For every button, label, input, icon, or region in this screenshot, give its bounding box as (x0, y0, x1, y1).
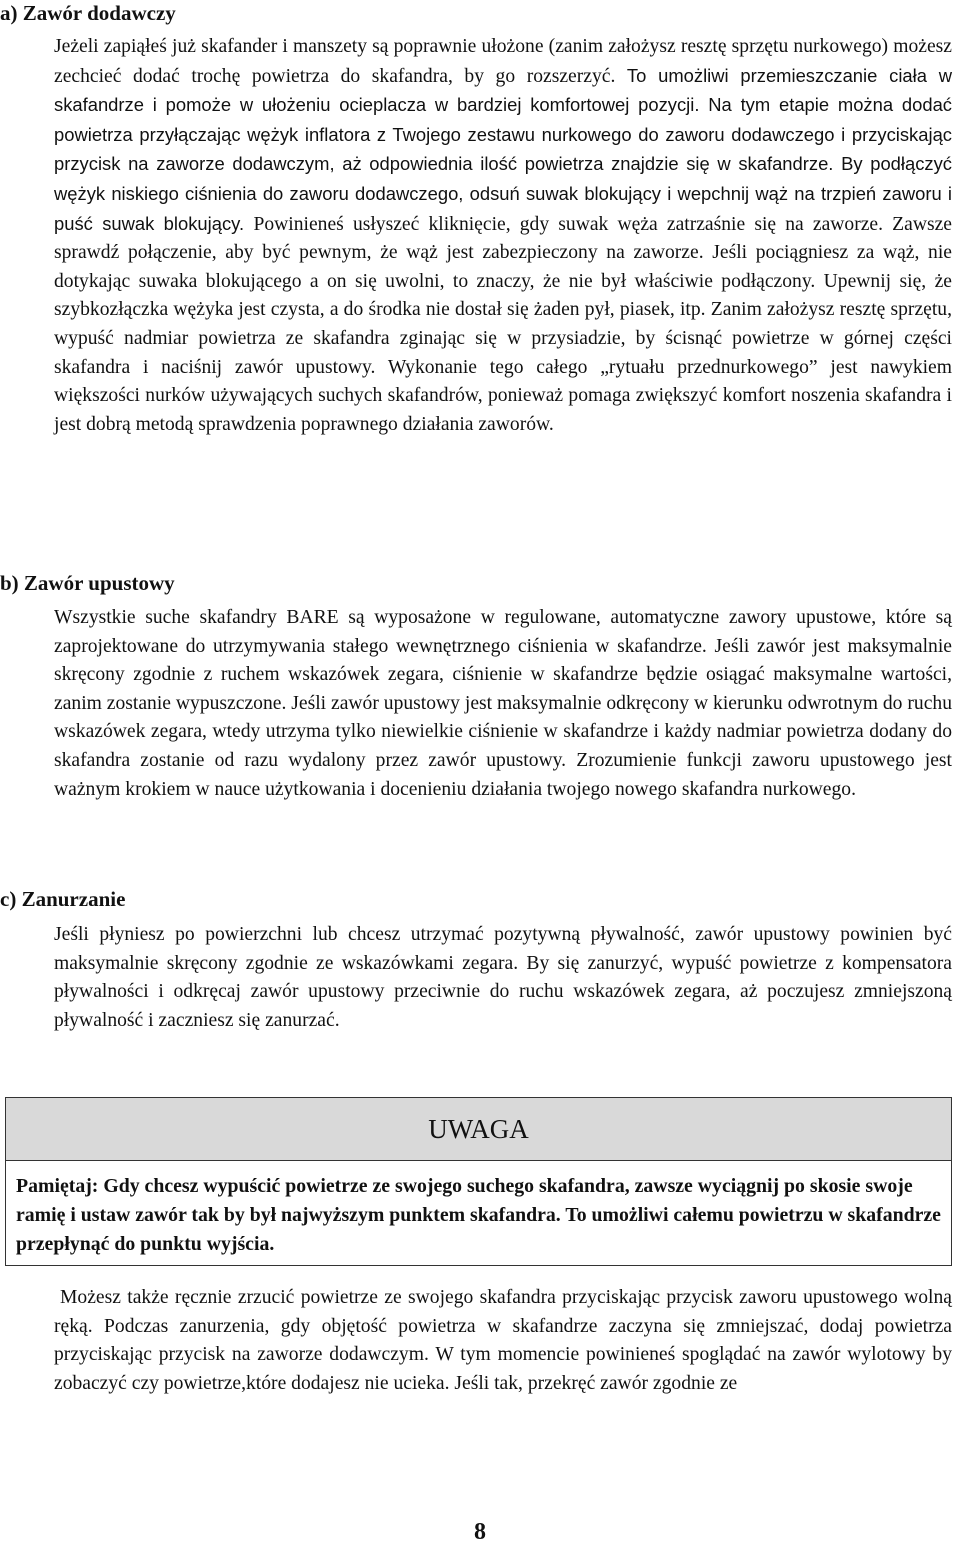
page-number: 8 (474, 1519, 486, 1545)
section-c-paragraph (54, 921, 952, 1035)
section-a-heading: a) Zawór dodawczy (0, 1, 176, 25)
warning-title: UWAGA (428, 1114, 529, 1144)
section-a-paragraph (54, 33, 952, 439)
section-b-segment-1: Wszystkie suche skafandry BARE są wyposażone w regulowane, automatyczne zawory upustowe, które są zaprojektowane do utrzymywania stałego wewnętrznego ciśnienia w skafandrze. Jeśli zawór jest maksymalnie skręcony zgodnie z ruchem wskazówek zegara, ciśnienie w skafandrze będzie osiągać maksymalne wartości, zanim zostanie wypuszczone. Jeśli zawór upustowy jest maksymalnie odkręcony w kierunku odwrotnym do ruchu wskazówek zegara, wtedy utrzyma tylko niewielkie ciśnienie w skafandrze i każdy nadmiar powietrza dodany do skafandra zostanie od razu wydalony przez zawór upustowy. Zrozumienie funkcji zaworu upustowego jest ważnym krokiem w nauce użytkowania i docenieniu działania twojego nowego skafandra nurkowego. (54, 607, 952, 800)
section-b-paragraph (54, 604, 952, 804)
section-b-heading: b) Zawór upustowy (0, 571, 175, 595)
warning-title-band (6, 1098, 951, 1161)
section-c-heading: c) Zanurzanie (0, 887, 126, 911)
closing-paragraph: Możesz także ręcznie zrzucić powietrze ze swojego skafandra przyciskając przycisk zaworu upustowego wolną ręką. Podczas zanurzenia, gdy objętość powietrza w skafandrze zaczyna się zmniejszać, dodaj powietrza przyciskając przycisk na zaworze dodawczym. W tym momencie powinieneś spoglądać na zawór wylotowy by zobaczyć czy powietrze,które dodajesz nie ucieka. Jeśli tak, przekręć zawór zgodnie ze (54, 1287, 952, 1395)
warning-text: Pamiętaj: Gdy chcesz wypuścić powietrze ze swojego suchego skafandra, zawsze wyciągnij po skosie swoje ramię i ustaw zawór tak by był najwyższym punktem skafandra. To umożliwi całemu powietrzu w skafandrze przepłynąć do punktu wyjścia. (16, 1175, 941, 1255)
section-c-segment-1: Jeśli płyniesz po powierzchni lub chcesz utrzymać pozytywną pływalność, zawór upustowy powinien być maksymalnie skręcony zgodnie ze wskazówkami zegara. By się zanurzyć, wypuść powietrze z kompensatora pływalności i odkręcaj zawór upustowy przeciwnie do ruchu wskazówek zegara, aż poczujesz zmniejszoną pływalność i zaczniesz się zanurzać. (54, 924, 952, 1031)
warning-box (5, 1097, 952, 1266)
section-a-segment-1: Jeżeli zapiąłeś już skafander i manszety są poprawnie ułożone (zanim założysz resztę sprzętu nurkowego) możesz zechcieć dodać trochę powietrza do skafandra, by go rozszerzyć. (54, 36, 952, 87)
section-a-segment-2: To umożliwi przemieszczanie ciała w skafandrze i pomoże w ułożeniu ocieplacza w bardziej komfortowej pozycji. Na tym etapie można dodać powietrza przyłączając wężyk inflatora z Twojego zestawu nurkowego do zaworu dodawczego i przyciskając przycisk na zaworze dodawczym, aż odpowiednia ilość powietrza znajdzie się w skafandrze. By podłączyć wężyk niskiego ciśnienia do zaworu dodawczego, odsuń suwak blokujący i wepchnij wąż na trzpień zaworu i puść suwak blokujący. (54, 64, 952, 234)
section-a-segment-3: Powinieneś usłyszeć kliknięcie, gdy suwak węża zatrzaśnie się na zaworze. Zawsze sprawdź połączenie, aby być pewnym, że wąż jest zabezpieczony na zaworze. Jeśli pociągniesz za wąż, nie dotykając suwaka blokującego a on się uwolni, to znaczy, że nie był właściwie podłączony. Upewnij się, że szybkozłączka wężyka jest czysta, a do środka nie dostał się żaden pył, piasek, itp. Zanim założysz resztę sprzętu, wypuść nadmiar powietrza ze skafandra zginając się w przysiadzie, by ścisnąć powietrze w górnej części skafandra i naciśnij zawór upustowy. Wykonanie tego całego „rytuału przednurkowego” jest nawykiem większości nurków używających suchych skafandrów, ponieważ pomaga zwiększyć komfort noszenia skafandra i jest dobrą metodą sprawdzenia poprawnego działania zaworów. (54, 213, 953, 435)
